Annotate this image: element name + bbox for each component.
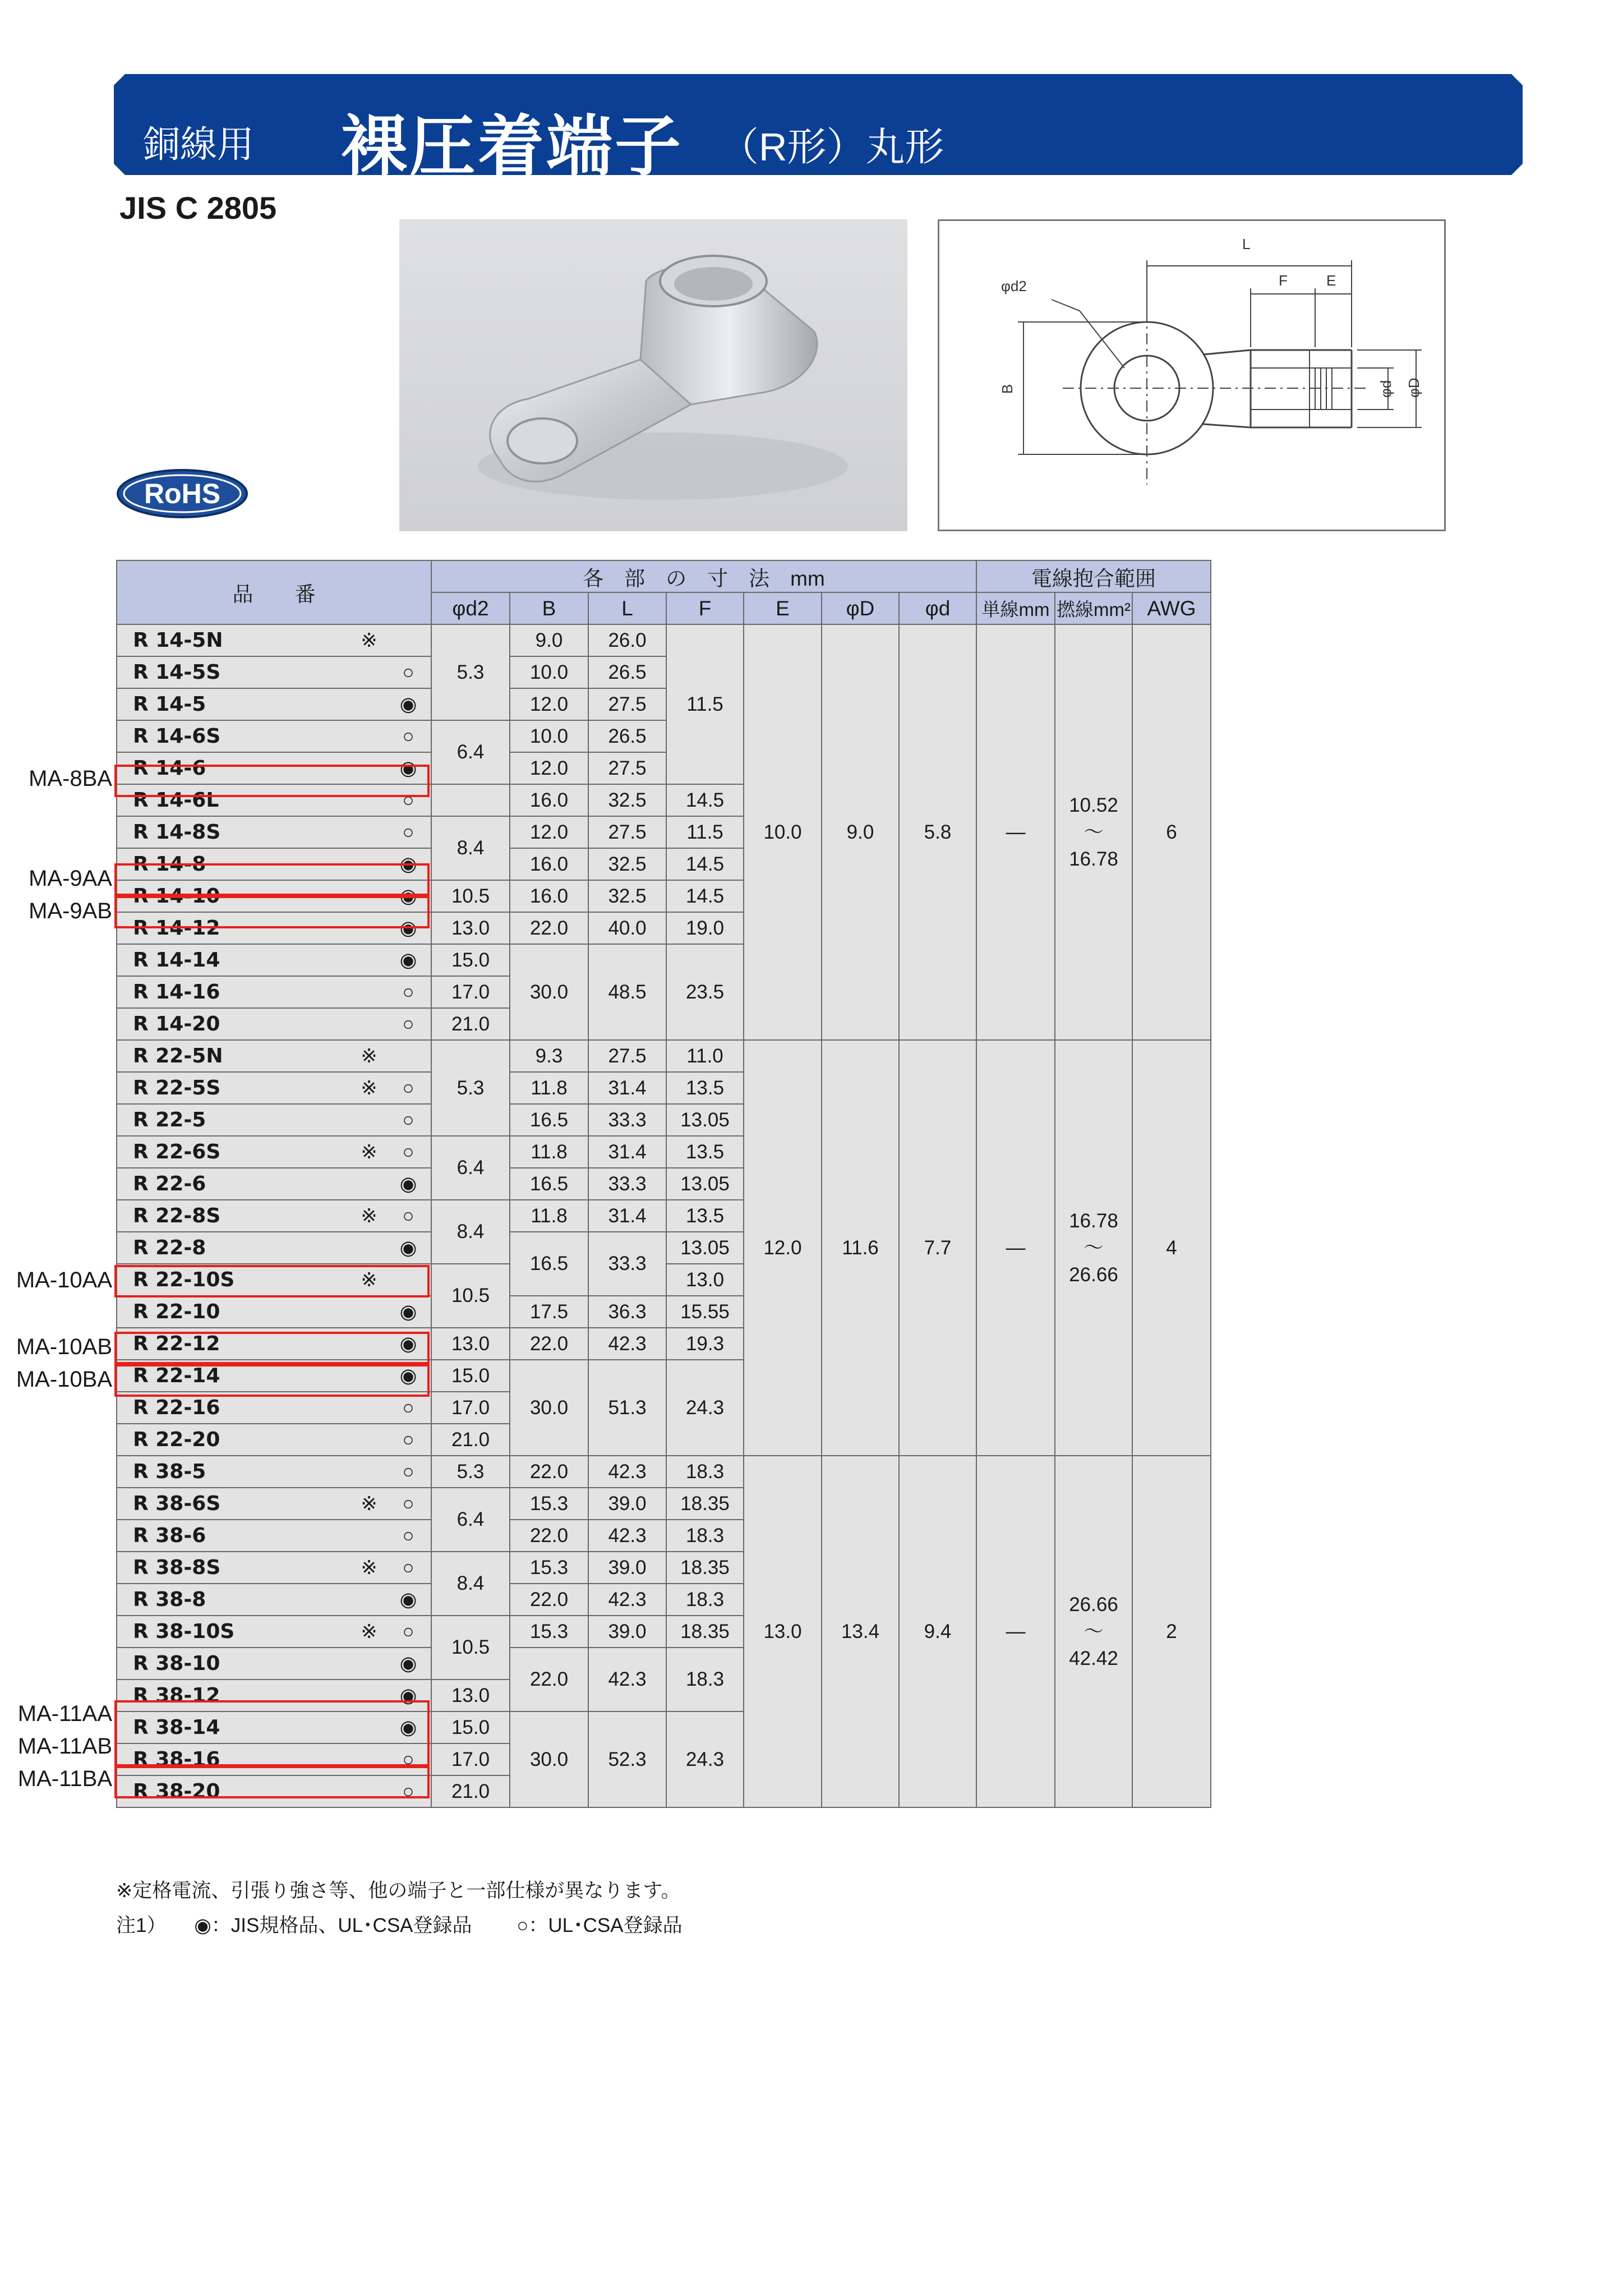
cell-d2: 15.0 [431,1711,510,1743]
jis-mark-icon: ◉ [399,1236,417,1259]
rohs-logo-text: RoHS [144,478,221,509]
part-number: R 38-20 [117,1775,316,1807]
ul-mark-icon: ○ [402,1524,414,1547]
cell-L: 39.0 [588,1616,666,1648]
cell-D: 13.4 [822,1456,899,1807]
part-number: R 14-6S [117,720,316,752]
cell-F: 13.5 [666,1200,744,1232]
cell-L: 33.3 [588,1232,666,1296]
jis-mark-icon: ◉ [194,1915,211,1936]
part-number: R 38-8 [117,1584,316,1616]
cell-awg: 2 [1132,1456,1211,1807]
stranded-tilde: 〜 [1083,821,1104,843]
cell-B: 9.0 [510,624,588,656]
part-marks [316,1552,431,1584]
footnote-ul: ：UL･CSA登録品 [528,1915,683,1936]
note-kome-mark: ※ [361,1620,377,1642]
part-number: R 14-10 [117,880,316,912]
side-label: MA-9AA [29,866,112,891]
jis-mark-icon: ◉ [399,757,417,779]
cell-B: 30.0 [510,1360,588,1456]
cell-d: 9.4 [899,1456,976,1807]
ul-mark-icon: ○ [402,821,414,843]
cell-F: 13.05 [666,1104,744,1136]
cell-L: 32.5 [588,880,666,912]
header-B: B [510,592,588,624]
cell-d2: 15.0 [431,944,510,976]
cell-L: 42.3 [588,1648,666,1711]
part-marks [316,1456,431,1488]
cell-L: 39.0 [588,1552,666,1584]
drawing-label-F: F [1279,272,1288,289]
side-label: MA-11AA [17,1701,112,1726]
stranded-strand-max: 16.78 [1069,848,1118,870]
part-number: R 14-20 [117,1008,316,1040]
stranded-tilde: 〜 [1083,1236,1104,1259]
cell-d2: 8.4 [431,816,510,880]
part-number: R 38-12 [117,1680,316,1711]
cell-F: 19.0 [666,912,744,944]
part-number: R 22-14 [117,1360,316,1392]
stranded-strand-min: 10.52 [1069,794,1118,816]
part-marks [316,1488,431,1520]
cell-L: 31.4 [588,1072,666,1104]
cell-F: 14.5 [666,784,744,816]
ul-mark-icon: ○ [402,1460,414,1483]
cell-d2: 6.4 [431,720,510,784]
cell-B: 16.0 [510,784,588,816]
cell-B: 30.0 [510,1711,588,1807]
cell-single-wire: — [976,1040,1055,1456]
part-number: R 14-5 [117,688,316,720]
part-marks [316,816,431,848]
part-number: R 38-6S [117,1488,316,1520]
header-single-wire: 単線mm [976,592,1055,624]
cell-B: 15.3 [510,1616,588,1648]
jis-mark-icon: ◉ [399,1716,417,1738]
part-marks [316,1232,431,1264]
cell-d2: 17.0 [431,1743,510,1775]
part-marks [316,1168,431,1200]
cell-B: 22.0 [510,912,588,944]
cell-F: 11.5 [666,816,744,848]
part-number: R 38-16 [117,1743,316,1775]
cell-B: 30.0 [510,944,588,1040]
cell-F: 18.35 [666,1488,744,1520]
part-number: R 14-8S [117,816,316,848]
ul-mark-icon: ○ [402,1428,414,1451]
cell-B: 22.0 [510,1328,588,1360]
part-number: R 22-20 [117,1424,316,1456]
cell-d2: 13.0 [431,1328,510,1360]
cell-d2: 17.0 [431,976,510,1008]
cell-L: 48.5 [588,944,666,1040]
cell-F: 13.5 [666,1072,744,1104]
jis-mark-icon: ◉ [399,917,417,939]
banner-subtitle-right: （R形）丸形 [720,125,944,169]
cell-d2: 21.0 [431,1775,510,1807]
cell-L: 39.0 [588,1488,666,1520]
jis-mark-icon: ◉ [399,693,417,715]
cell-F: 13.05 [666,1168,744,1200]
part-number: R 14-8 [117,848,316,880]
ul-mark-icon: ○ [402,981,414,1003]
jis-mark-icon: ◉ [399,1300,417,1323]
cell-B: 17.5 [510,1296,588,1328]
stranded-strand-max: 26.66 [1069,1263,1118,1286]
cell-d: 7.7 [899,1040,976,1456]
part-number: R 22-16 [117,1392,316,1424]
part-marks [316,944,431,976]
drawing-label-d: φd [1377,380,1394,398]
part-marks [316,1200,431,1232]
cell-F: 18.35 [666,1616,744,1648]
header-D: φD [822,592,899,624]
part-number: R 38-14 [117,1711,316,1743]
cell-F: 24.3 [666,1360,744,1456]
side-label: MA-10BA [16,1367,112,1392]
footnote-1 [116,1910,683,1938]
cell-L: 40.0 [588,912,666,944]
footnote-kome: ※定格電流、引張り強さ等、他の端子と一部仕様が異なります。 [116,1880,681,1902]
part-number: R 38-10S [117,1616,316,1648]
part-marks [316,1008,431,1040]
cell-L: 32.5 [588,784,666,816]
cell-d2: 5.3 [431,1040,510,1136]
part-number: R 22-5S [117,1072,316,1104]
cell-L: 26.5 [588,656,666,688]
cell-L: 27.5 [588,1040,666,1072]
highlight-R38-14 [114,1766,430,1798]
cell-B: 10.0 [510,720,588,752]
cell-D: 9.0 [822,624,899,1040]
cell-B: 16.0 [510,848,588,880]
side-label: MA-9AB [29,899,112,923]
cell-d2: 5.3 [431,1456,510,1488]
cell-L: 33.3 [588,1104,666,1136]
ul-mark-icon: ○ [402,1396,414,1419]
part-marks [316,1296,431,1328]
cell-d2: 15.0 [431,1360,510,1392]
side-label: MA-11AB [17,1734,112,1759]
stranded-strand-min: 16.78 [1069,1209,1118,1232]
table-row [117,1456,1211,1488]
header-part-number: 品 番 [117,560,431,624]
cell-F: 18.3 [666,1584,744,1616]
cell-d2: 8.4 [431,1200,510,1264]
side-label: MA-10AA [16,1268,112,1292]
note-kome-mark: ※ [361,1045,377,1067]
cell-d2: 21.0 [431,1424,510,1456]
cell-B: 22.0 [510,1456,588,1488]
part-marks [316,1616,431,1648]
cell-B: 22.0 [510,1648,588,1711]
part-number: R 22-8 [117,1232,316,1264]
highlight-R22-12 [114,1364,430,1397]
cell-d2: 10.5 [431,880,510,912]
cell-L: 32.5 [588,848,666,880]
cell-B: 11.8 [510,1200,588,1232]
part-number: R 22-12 [117,1328,316,1360]
ul-mark-icon: ○ [402,1556,414,1579]
cell-L: 26.0 [588,624,666,656]
cell-d2: 10.5 [431,1616,510,1680]
cell-d2: 5.3 [431,624,510,720]
ul-mark-icon: ○ [517,1915,529,1936]
jis-mark-icon: ◉ [399,853,417,875]
part-marks [316,976,431,1008]
cell-d2: 13.0 [431,1680,510,1711]
jis-mark-icon: ◉ [399,1172,417,1195]
cell-L: 42.3 [588,1584,666,1616]
cell-E: 13.0 [744,1456,822,1807]
ul-mark-icon: ○ [402,1620,414,1642]
drawing-label-D: φD [1405,378,1422,398]
ul-mark-icon: ○ [402,661,414,683]
part-marks [316,1136,431,1168]
cell-L: 27.5 [588,688,666,720]
note-kome-mark: ※ [361,1268,377,1291]
cell-B: 22.0 [510,1584,588,1616]
cell-d2: 6.4 [431,1136,510,1200]
cell-L: 27.5 [588,752,666,784]
highlight-R14-8 [114,863,430,896]
cell-F: 18.3 [666,1456,744,1488]
cell-F: 18.3 [666,1520,744,1552]
part-marks [316,1520,431,1552]
cell-single-wire: — [976,1456,1055,1807]
cell-B: 16.5 [510,1168,588,1200]
cell-L: 33.3 [588,1168,666,1200]
header-wire-range: 電線抱合範囲 [976,560,1211,592]
part-marks [316,656,431,688]
drawing-label-L: L [1242,236,1251,252]
part-marks [316,1040,431,1072]
footnote-1-prefix: 注1） [116,1915,167,1936]
page-title: 裸圧着端子 [341,110,684,184]
cell-B: 10.0 [510,656,588,688]
cell-L: 27.5 [588,816,666,848]
cell-L: 51.3 [588,1360,666,1456]
part-marks [316,1648,431,1680]
cell-F: 14.5 [666,880,744,912]
part-number: R 22-6S [117,1136,316,1168]
cell-F: 13.0 [666,1264,744,1296]
product-photo [399,219,907,531]
jis-mark-icon: ◉ [399,949,417,971]
cell-L: 26.5 [588,720,666,752]
part-number: R 22-6 [117,1168,316,1200]
part-number: R 14-14 [117,944,316,976]
part-marks [316,1584,431,1616]
cell-F: 13.5 [666,1136,744,1168]
note-kome-mark: ※ [361,1556,377,1579]
cell-F: 11.0 [666,1040,744,1072]
stranded-strand-min: 26.66 [1069,1593,1118,1616]
part-number: R 22-5 [117,1104,316,1136]
note-kome-mark: ※ [361,1492,377,1515]
header-F: F [666,592,744,624]
cell-F: 11.5 [666,624,744,784]
cell-B: 22.0 [510,1520,588,1552]
cell-B: 11.8 [510,1072,588,1104]
jis-mark-icon: ◉ [399,1652,417,1674]
highlight-R14-6 [114,765,430,797]
cell-B: 16.0 [510,880,588,912]
cell-d2: 17.0 [431,1392,510,1424]
cell-d2: 13.0 [431,912,510,944]
cell-B: 12.0 [510,688,588,720]
part-marks [316,1072,431,1104]
cell-B: 16.5 [510,1104,588,1136]
highlight-R14-10 [114,896,430,928]
ul-mark-icon: ○ [402,725,414,747]
ul-mark-icon: ○ [402,789,414,811]
jis-mark-icon: ◉ [399,885,417,907]
cell-F: 14.5 [666,848,744,880]
note-kome-mark: ※ [361,1140,377,1163]
ul-mark-icon: ○ [402,1013,414,1035]
highlight-R22-10 [114,1332,430,1364]
header-L: L [588,592,666,624]
stranded-strand-max: 42.42 [1069,1647,1118,1669]
cell-D: 11.6 [822,1040,899,1456]
note-kome-mark: ※ [361,1076,377,1099]
jis-mark-icon: ◉ [399,1684,417,1706]
cell-F: 18.35 [666,1552,744,1584]
standard-label: JIS C 2805 [119,190,277,226]
spec-table-wrapper [116,560,1211,1808]
ul-mark-icon: ○ [402,1492,414,1515]
header-awg: AWG [1132,592,1211,624]
cell-E: 10.0 [744,624,822,1040]
side-label: MA-10AB [16,1335,112,1359]
cell-F: 24.3 [666,1711,744,1807]
highlight-R38-10-12 [114,1700,430,1766]
note-kome-mark: ※ [361,1204,377,1227]
part-number: R 38-6 [117,1520,316,1552]
cell-d2: 10.5 [431,1264,510,1328]
ul-mark-icon: ○ [402,1140,414,1163]
cell-F: 19.3 [666,1328,744,1360]
jis-mark-icon: ◉ [399,1588,417,1611]
dimension-drawing [938,219,1446,531]
jis-mark-icon: ◉ [399,1332,417,1355]
part-marks [316,1424,431,1456]
cell-B: 16.5 [510,1232,588,1296]
cell-E: 12.0 [744,1040,822,1456]
part-number: R 38-8S [117,1552,316,1584]
table-row [117,624,1211,656]
cell-d2: 21.0 [431,1008,510,1040]
cell-awg: 6 [1132,624,1211,1040]
spec-table [116,560,1211,1808]
table-row [117,1040,1211,1072]
cell-L: 36.3 [588,1296,666,1328]
drawing-label-d2: φd2 [1001,278,1027,295]
cell-L: 42.3 [588,1328,666,1360]
rohs-logo [116,468,249,519]
highlight-R22-8 [114,1265,430,1297]
stranded-tilde: 〜 [1083,1620,1104,1642]
part-number: R 14-5S [117,656,316,688]
cell-L: 31.4 [588,1136,666,1168]
cell-F: 23.5 [666,944,744,1040]
part-marks [316,720,431,752]
ul-mark-icon: ○ [402,1748,414,1770]
banner-subtitle-left: 銅線用 [143,123,254,165]
cell-L: 42.3 [588,1520,666,1552]
part-marks [316,688,431,720]
cell-B: 15.3 [510,1488,588,1520]
ul-mark-icon: ○ [402,1108,414,1131]
cell-d2: 8.4 [431,1552,510,1616]
cell-stranded-range [1055,624,1132,1040]
side-label: MA-8BA [29,766,112,791]
cell-B: 9.3 [510,1040,588,1072]
part-number: R 38-5 [117,1456,316,1488]
cell-d2: 6.4 [431,1488,510,1552]
header-dimensions: 各 部 の 寸 法 mm [431,560,976,592]
cell-L: 52.3 [588,1711,666,1807]
cell-B: 15.3 [510,1552,588,1584]
part-number: R 22-10S [117,1264,316,1296]
header-d: φd [899,592,976,624]
header-stranded-wire: 撚線mm² [1055,592,1132,624]
part-number: R 22-8S [117,1200,316,1232]
footnote-jis: ：JIS規格品、UL･CSA登録品 [211,1915,472,1936]
cell-stranded-range [1055,1456,1132,1807]
part-number: R 14-5N [117,624,316,656]
part-number: R 14-6L [117,784,316,816]
cell-F: 15.55 [666,1296,744,1328]
cell-F: 18.3 [666,1648,744,1711]
cell-B: 11.8 [510,1136,588,1168]
cell-d2 [431,784,510,816]
header-E: E [744,592,822,624]
part-marks [316,1104,431,1136]
header-d2: φd2 [431,592,510,624]
part-number: R 22-5N [117,1040,316,1072]
cell-single-wire: — [976,624,1055,1040]
ul-mark-icon: ○ [402,1780,414,1802]
ul-mark-icon: ○ [402,1204,414,1227]
part-number: R 38-10 [117,1648,316,1680]
drawing-label-B: B [999,384,1016,394]
part-number: R 22-10 [117,1296,316,1328]
side-label: MA-11BA [17,1766,112,1791]
cell-awg: 4 [1132,1040,1211,1456]
title-banner [114,74,1523,184]
cell-F: 13.05 [666,1232,744,1264]
spec-table-body [117,624,1211,1807]
part-number: R 14-16 [117,976,316,1008]
cell-L: 31.4 [588,1200,666,1232]
cell-L: 42.3 [588,1456,666,1488]
drawing-label-E: E [1326,272,1336,289]
cell-d: 5.8 [899,624,976,1040]
cell-stranded-range [1055,1040,1132,1456]
part-marks [316,624,431,656]
jis-mark-icon: ◉ [399,1364,417,1387]
part-number: R 14-12 [117,912,316,944]
ul-mark-icon: ○ [402,1076,414,1099]
note-kome-mark: ※ [361,629,377,651]
part-number: R 14-6 [117,752,316,784]
cell-B: 12.0 [510,752,588,784]
cell-B: 12.0 [510,816,588,848]
